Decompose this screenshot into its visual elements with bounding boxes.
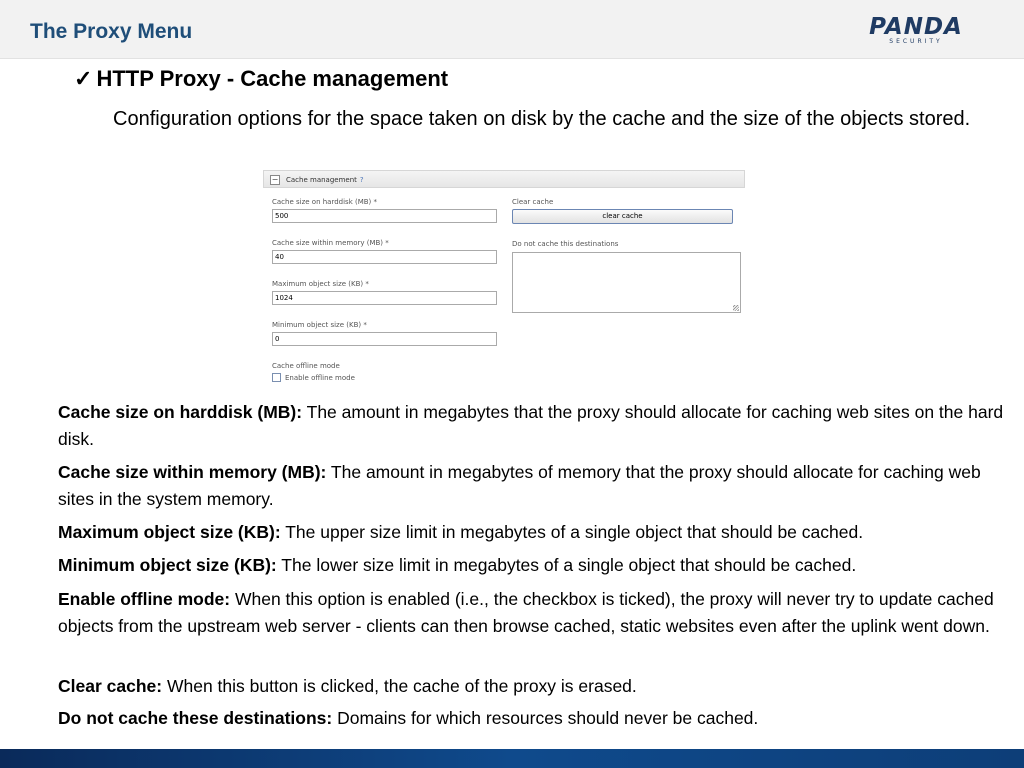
- memory-input[interactable]: 40: [272, 250, 497, 264]
- desc-term: Cache size within memory (MB):: [58, 462, 327, 482]
- panel-header[interactable]: [263, 170, 745, 188]
- logo-tagline: SECURITY: [889, 38, 943, 45]
- intro-text: [58, 104, 988, 134]
- desc-term: Do not cache these destinations:: [58, 708, 333, 728]
- section-heading-text: HTTP Proxy - Cache management: [96, 66, 449, 91]
- max-object-label: Maximum object size (KB) *: [272, 280, 369, 288]
- offline-mode-checkbox-label[interactable]: Enable offline mode: [285, 374, 355, 382]
- panel-title-text: Cache management: [286, 176, 357, 184]
- cache-management-panel: [263, 170, 745, 388]
- min-object-label: Minimum object size (KB) *: [272, 321, 367, 329]
- desc-harddisk: [58, 399, 1008, 453]
- intro-sentence: Configuration options for the space taken on disk by the cache and the size of the objects stored.: [113, 108, 971, 130]
- clear-cache-button[interactable]: clear cache: [512, 209, 733, 224]
- min-object-input[interactable]: 0: [272, 332, 497, 346]
- desc-term: Cache size on harddisk (MB):: [58, 402, 303, 422]
- desc-text: Domains for which resources should never be cached.: [332, 708, 759, 728]
- resize-grip-icon[interactable]: [733, 305, 739, 311]
- desc-term: Clear cache:: [58, 676, 163, 696]
- nocache-label: Do not cache this destinations: [512, 240, 619, 248]
- desc-text: The upper size limit in megabytes of a single object that should be cached.: [280, 522, 864, 542]
- panda-logo: [860, 16, 972, 46]
- footer-bar: [0, 749, 1024, 768]
- desc-text: When this option is enabled (i.e., the checkbox is ticked), the proxy will never try to update cached objects from the upstream web server - clients can then browse cached, static websites even after the uplink went down.: [58, 589, 994, 636]
- panel-title: [286, 176, 364, 184]
- max-object-input[interactable]: 1024: [272, 291, 497, 305]
- harddisk-label: Cache size on harddisk (MB) *: [272, 198, 378, 206]
- desc-nocache: [58, 705, 1008, 732]
- desc-text: When this button is clicked, the cache of the proxy is erased.: [162, 676, 637, 696]
- harddisk-input[interactable]: 500: [272, 209, 497, 223]
- desc-clear-cache: [58, 673, 1008, 700]
- logo-wordmark: PANDA: [869, 14, 963, 40]
- desc-term: Minimum object size (KB):: [58, 555, 277, 575]
- checkmark-icon: ✓: [74, 66, 93, 91]
- help-icon[interactable]: ?: [359, 176, 364, 184]
- section-heading: [74, 66, 448, 92]
- desc-term: Maximum object size (KB):: [58, 522, 281, 542]
- desc-max-object: [58, 519, 1008, 546]
- desc-term: Enable offline mode:: [58, 589, 231, 609]
- desc-memory: [58, 459, 1008, 513]
- offline-mode-label: Cache offline mode: [272, 362, 340, 370]
- clear-cache-label: Clear cache: [512, 198, 554, 206]
- nocache-textarea[interactable]: [512, 252, 741, 313]
- offline-mode-checkbox[interactable]: [272, 373, 281, 382]
- memory-label: Cache size within memory (MB) *: [272, 239, 389, 247]
- slide-title: The Proxy Menu: [30, 20, 193, 43]
- desc-min-object: [58, 552, 1008, 579]
- collapse-icon[interactable]: −: [271, 175, 279, 184]
- header-bar: [0, 0, 1024, 59]
- desc-text: The amount in megabytes that the proxy should allocate for caching web sites on the hard disk.: [58, 402, 1004, 449]
- desc-text: The amount in megabytes of memory that the proxy should allocate for caching web sites in the system memory.: [58, 462, 981, 509]
- desc-offline-mode: [58, 586, 1008, 640]
- desc-text: The lower size limit in megabytes of a single object that should be cached.: [276, 555, 857, 575]
